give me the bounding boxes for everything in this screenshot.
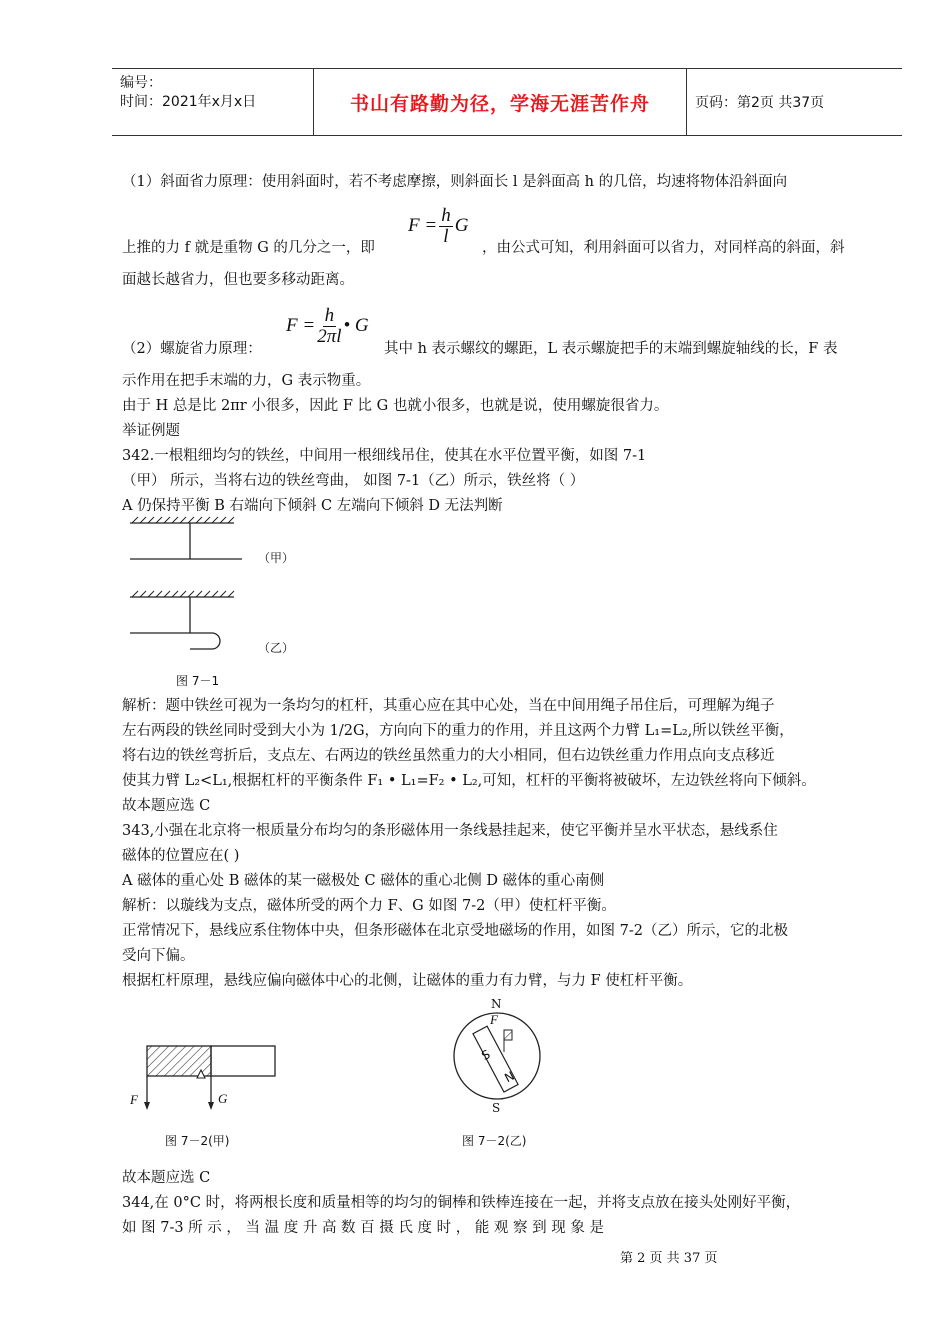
fig72a-caption: 图 7－2(甲) <box>165 1134 230 1148</box>
fig72a-G-label: G <box>218 1091 228 1106</box>
code-label: 编号： <box>120 75 162 91</box>
formula-screw <box>286 306 369 347</box>
q342-line2: （甲） 所示，当将右边的铁丝弯曲， 如图 7-1（乙）所示，铁丝将（ ） <box>122 473 585 489</box>
fig72b-bar-S-label: S <box>479 1047 493 1063</box>
formula-screw-den: 2πl <box>317 326 342 347</box>
q344-line2: 如 图 7-3 所 示 ， 当 温 度 升 高 数 百 摄 氏 度 时 ， 能 观 察 到 现 象 是 <box>122 1220 604 1236</box>
fig72b-caption: 图 7－2(乙) <box>462 1134 527 1148</box>
p2-line2: 示作用在把手末端的力，G 表示物重。 <box>122 373 371 389</box>
fig71-label-jia: （甲） <box>258 551 295 565</box>
fig71-caption: 图 7－1 <box>176 674 220 688</box>
section-title: 举证例题 <box>122 423 180 439</box>
q343-line1: 343,小强在北京将一根质量分布均匀的条形磁体用一条线悬挂起来，使它平衡并呈水平状态，悬线系住 <box>122 823 778 839</box>
a343-line1: 解析：以璇线为支点，磁体所受的两个力 F、G 如图 7-2（甲）使杠杆平衡。 <box>122 898 616 914</box>
p2-label: （2）螺旋省力原理： <box>122 341 262 357</box>
a342-line2: 左右两段的铁丝同时受到大小为 1/2G，方向向下的重力的作用，并且这两个力臂 L₁=L₂,所以铁丝平衡， <box>122 723 794 739</box>
header-table <box>112 68 902 136</box>
q344-line1: 344,在 0°C 时，将两根长度和质量相等的均匀的铜棒和铁棒连接在一起，并将支点放在接头处刚好平衡， <box>122 1195 801 1211</box>
fig72a-F-label: F <box>130 1092 138 1107</box>
a342-line1: 解析：题中铁丝可视为一条均匀的杠杆，其重心应在其中心处，当在中间用绳子吊住后，可理解为绳子 <box>122 698 775 714</box>
formula-screw-rhs: • G <box>343 314 369 336</box>
fig72b-F-label: F <box>490 1012 498 1027</box>
formula-screw-num: h <box>324 305 335 326</box>
q343-line2: 磁体的位置应在( ) <box>122 848 240 864</box>
p1-line3: 面越长越省力，但也要多移动距离。 <box>122 272 354 288</box>
p1-line2-a: 上推的力 f 就是重物 G 的几分之一，即 <box>122 240 375 256</box>
formula-incline-den: l <box>443 226 449 247</box>
fig71-label-yi: （乙） <box>258 641 295 655</box>
a342-line4: 使其力臂 L₂<L₁,根据杠杆的平衡条件 F₁ • L₁=F₂ • L₂,可知，杠杆的平衡将被破坏，左边铁丝将向下倾斜。 <box>122 773 816 789</box>
formula-incline-num: h <box>441 205 451 226</box>
a342-line3: 将右边的铁丝弯折后，支点左、右两边的铁丝虽然重力的大小相同，但右边铁丝重力作用点向支点移近 <box>122 748 775 764</box>
a343-answer: 故本题应选 C <box>122 1170 211 1186</box>
formula-incline-rhs: G <box>454 214 469 236</box>
page-info: 页码：第2页 共37页 <box>695 95 825 111</box>
page-footer: 第 2 页 共 37 页 <box>620 1251 718 1266</box>
time-label: 时间：2021年x月x日 <box>120 94 257 110</box>
p3: 由于 H 总是比 2πr 小很多，因此 F 比 G 也就小很多，也就是说，使用螺旋很省力。 <box>122 398 669 414</box>
motto: 书山有路勤为径，学海无涯苦作舟 <box>314 69 687 135</box>
formula-incline <box>408 206 468 247</box>
figure-7-2-jia <box>125 1030 285 1130</box>
q342-options: A 仍保持平衡 B 右端向下倾斜 C 左端向下倾斜 D 无法判断 <box>122 498 503 514</box>
p2-rest: 其中 h 表示螺纹的螺距，L 表示螺旋把手的末端到螺旋轴线的长，F 表 <box>384 341 838 357</box>
header-left-cell <box>112 69 314 135</box>
figure-7-2-yi <box>448 1010 548 1110</box>
a342-answer: 故本题应选 C <box>122 798 211 814</box>
formula-screw-lhs: F = <box>286 314 316 336</box>
fig72b-N-label: N <box>491 997 502 1011</box>
fig72b-S-label: S <box>492 1101 501 1115</box>
q342-line1: 342.一根粗细均匀的铁丝，中间用一根细线吊住，使其在水平位置平衡，如图 7-1 <box>122 448 647 464</box>
p1-line1: （1）斜面省力原理：使用斜面时，若不考虑摩擦，则斜面长 l 是斜面高 h 的几倍，均速将物体沿斜面向 <box>122 174 788 190</box>
a343-line2: 正常情况下，悬线应系住物体中央，但条形磁体在北京受地磁场的作用，如图 7-2（乙）所示，它的北极 <box>122 923 788 939</box>
figure-7-1 <box>122 515 322 690</box>
fig72b-bar-N-label: N <box>502 1068 517 1086</box>
a343-line3: 受向下偏。 <box>122 948 195 964</box>
a343-line4: 根据杠杆原理，悬线应偏向磁体中心的北侧，让磁体的重力有力臂，与力 F 使杠杆平衡。 <box>122 973 693 989</box>
q343-options: A 磁体的重心处 B 磁体的某一磁极处 C 磁体的重心北侧 D 磁体的重心南侧 <box>122 873 605 889</box>
p1-line2-b: ，由公式可知，利用斜面可以省力，对同样高的斜面，斜 <box>482 240 845 256</box>
formula-incline-lhs: F = <box>408 214 438 236</box>
